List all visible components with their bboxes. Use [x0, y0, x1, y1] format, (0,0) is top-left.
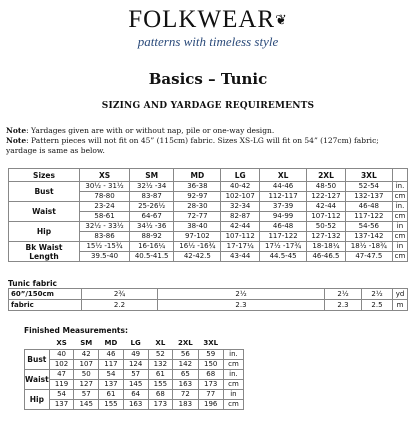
table-cell: 52 — [148, 350, 173, 360]
row-label: Hip — [9, 222, 80, 242]
fabric-width-label: 60”/150cm — [9, 289, 82, 300]
sizing-body — [9, 182, 408, 262]
table-cell: 57 — [123, 370, 148, 380]
table-cell: 132-137 — [345, 192, 392, 202]
table-cell: 142 — [173, 360, 198, 370]
table-cell: 68 — [198, 370, 223, 380]
m-cell: 2.5 — [362, 300, 393, 311]
table-cell: 77 — [198, 390, 223, 400]
logo-brand: FOLKWEAR❦ — [128, 6, 288, 33]
table-cell: 145 — [74, 400, 99, 410]
table-row — [25, 390, 244, 400]
sizes-header: Sizes — [9, 169, 80, 182]
size-col: MD — [104, 338, 118, 347]
fabric-title: Tunic fabric — [8, 279, 58, 288]
size-col: SM — [80, 338, 93, 347]
note-1: Note: Yardages given are with or without nap, pile or one-way design. — [6, 126, 275, 135]
table-cell: 88-92 — [130, 232, 174, 242]
table-row — [9, 182, 408, 192]
table-cell: 92-97 — [174, 192, 221, 202]
table-cell: 56 — [173, 350, 198, 360]
table-cell: 44.5-45 — [259, 252, 306, 262]
unit-cell: yd — [393, 289, 408, 300]
row-label — [9, 242, 80, 262]
table-cell: 82-87 — [221, 212, 259, 222]
unit-cell: cm — [393, 252, 408, 262]
table-cell: 124 — [123, 360, 148, 370]
table-cell: 163 — [173, 380, 198, 390]
table-cell: 119 — [49, 380, 74, 390]
table-cell: 42-44 — [307, 202, 345, 212]
table-cell: 150 — [198, 360, 223, 370]
table-cell: 50-52 — [307, 222, 345, 232]
table-cell: 122-127 — [307, 192, 345, 202]
table-cell: 46-48 — [345, 202, 392, 212]
finished-body — [25, 350, 244, 410]
table-cell: 68 — [148, 390, 173, 400]
sizing-table — [8, 168, 408, 262]
table-cell: 155 — [99, 400, 124, 410]
table-cell: 50 — [74, 370, 99, 380]
notes — [6, 126, 410, 156]
row-label-line: Bk Waist — [25, 242, 63, 252]
table-cell: 83-87 — [130, 192, 174, 202]
table-cell: 107-112 — [307, 212, 345, 222]
fabric-row-yd — [9, 289, 408, 300]
table-cell: 54 — [49, 390, 74, 400]
m-cell: 2.3 — [325, 300, 362, 311]
table-cell: 183 — [173, 400, 198, 410]
table-cell: 117-122 — [259, 232, 306, 242]
table-cell: 112-117 — [259, 192, 306, 202]
table-cell: 173 — [148, 400, 173, 410]
unit-cell: in — [393, 222, 408, 232]
size-col: LG — [221, 169, 259, 182]
fabric-label: fabric — [9, 300, 82, 311]
table-cell: 173 — [198, 380, 223, 390]
table-row — [9, 242, 408, 252]
table-cell: 127-132 — [307, 232, 345, 242]
table-cell: 34½ -36 — [130, 222, 174, 232]
brand-logo — [0, 6, 416, 49]
size-col: XS — [56, 338, 67, 347]
unit-cell: in. — [393, 182, 408, 192]
unit-cell: cm — [393, 232, 408, 242]
unit-cell: cm — [223, 380, 243, 390]
table-cell: 40 — [49, 350, 74, 360]
row-label: Hip — [25, 390, 50, 410]
yd-cell: 2½ — [362, 289, 393, 300]
table-cell: 40.5-41.5 — [130, 252, 174, 262]
table-cell: 52-54 — [345, 182, 392, 192]
table-cell: 117 — [99, 360, 124, 370]
table-cell: 49 — [123, 350, 148, 360]
table-cell: 58-61 — [80, 212, 130, 222]
size-col: 3XL — [345, 169, 392, 182]
table-cell: 28-30 — [174, 202, 221, 212]
table-cell: 36-38 — [174, 182, 221, 192]
table-cell: 30½ - 31½ — [80, 182, 130, 192]
table-row — [25, 360, 244, 370]
table-cell: 117-122 — [345, 212, 392, 222]
table-row — [25, 380, 244, 390]
size-col: LG — [130, 338, 141, 347]
unit-cell: cm — [393, 192, 408, 202]
size-col: XL — [259, 169, 306, 182]
unit-cell: cm — [223, 400, 243, 410]
table-cell: 65 — [173, 370, 198, 380]
logo-tagline: patterns with timeless style — [137, 34, 279, 50]
table-cell: 61 — [99, 390, 124, 400]
table-row — [9, 202, 408, 212]
table-cell: 43-44 — [221, 252, 259, 262]
table-row — [25, 370, 244, 380]
table-cell: 196 — [198, 400, 223, 410]
unit-cell: in. — [223, 350, 243, 360]
size-col: XL — [155, 338, 166, 347]
size-col: 2XL — [307, 169, 345, 182]
fabric-table — [8, 288, 408, 311]
table-row — [9, 222, 408, 232]
size-col: 2XL — [178, 338, 193, 347]
table-cell: 163 — [123, 400, 148, 410]
fabric-row-m — [9, 300, 408, 311]
table-cell: 137 — [49, 400, 74, 410]
table-cell: 107-112 — [221, 232, 259, 242]
note-2: Note: Pattern pieces will not fit on 45” (115cm) fabric. Sizes XS-LG will fit on 54” (127cm) fabric; yardage is same as below. — [6, 136, 379, 155]
table-cell: 137-142 — [345, 232, 392, 242]
table-cell: 18½ -18¾ — [345, 242, 392, 252]
table-cell: 137 — [99, 380, 124, 390]
table-cell: 23-24 — [80, 202, 130, 212]
unit-cell: in. — [393, 202, 408, 212]
table-cell: 38-40 — [174, 222, 221, 232]
table-cell: 39.5-40 — [80, 252, 130, 262]
table-cell: 18-18¼ — [307, 242, 345, 252]
table-cell: 17-17¼ — [221, 242, 259, 252]
table-cell: 107 — [74, 360, 99, 370]
unit-col — [223, 337, 243, 350]
table-cell: 40-42 — [221, 182, 259, 192]
table-cell: 46 — [99, 350, 124, 360]
row-label: Bust — [25, 350, 50, 370]
yd-cell: 2½ — [325, 289, 362, 300]
table-row — [25, 400, 244, 410]
table-cell: 16-16¼ — [130, 242, 174, 252]
table-cell: 32-34 — [221, 202, 259, 212]
table-cell: 46-46.5 — [307, 252, 345, 262]
m-cell: 2.2 — [82, 300, 158, 311]
table-cell: 42-42.5 — [174, 252, 221, 262]
finished-table — [24, 337, 244, 410]
section-subtitle: SIZING AND YARDAGE REQUIREMENTS — [101, 101, 315, 111]
table-cell: 42 — [74, 350, 99, 360]
page-title: Basics – Tunic — [148, 70, 268, 88]
size-col: SM — [130, 169, 174, 182]
table-cell: 94-99 — [259, 212, 306, 222]
table-cell: 127 — [74, 380, 99, 390]
sizing-header-row — [9, 169, 408, 182]
table-cell: 102-107 — [221, 192, 259, 202]
table-cell: 132 — [148, 360, 173, 370]
unit-cell: cm — [223, 360, 243, 370]
table-cell: 54 — [99, 370, 124, 380]
row-label: Waist — [9, 202, 80, 222]
table-cell: 32½ - 33½ — [80, 222, 130, 232]
table-cell: 47-47.5 — [345, 252, 392, 262]
table-cell: 83-86 — [80, 232, 130, 242]
table-cell: 72 — [173, 390, 198, 400]
table-cell: 155 — [148, 380, 173, 390]
corner — [25, 337, 50, 350]
yd-cell: 2½ — [158, 289, 325, 300]
table-row — [25, 350, 244, 360]
row-label: Waist — [25, 370, 50, 390]
leaf-icon: ❦ — [275, 13, 288, 29]
table-cell: 16½ -16¾ — [174, 242, 221, 252]
table-cell: 97-102 — [174, 232, 221, 242]
size-col: 3XL — [203, 338, 219, 347]
table-cell: 59 — [198, 350, 223, 360]
size-col: MD — [174, 169, 221, 182]
size-col: XS — [80, 169, 130, 182]
table-cell: 72-77 — [174, 212, 221, 222]
unit-cell: cm — [393, 212, 408, 222]
unit-cell: m — [393, 300, 408, 311]
table-cell: 78-80 — [80, 192, 130, 202]
table-cell: 46-48 — [259, 222, 306, 232]
table-cell: 32½ -34 — [130, 182, 174, 192]
table-cell: 37-39 — [259, 202, 306, 212]
table-cell: 44-46 — [259, 182, 306, 192]
row-label: Bust — [9, 182, 80, 202]
table-cell: 48-50 — [307, 182, 345, 192]
table-cell: 64-67 — [130, 212, 174, 222]
row-label-line: Length — [29, 251, 59, 261]
table-cell: 17½ -17¾ — [259, 242, 306, 252]
table-cell: 25-26½ — [130, 202, 174, 212]
m-cell: 2.3 — [158, 300, 325, 311]
table-cell: 15½ -15¾ — [80, 242, 130, 252]
table-cell: 47 — [49, 370, 74, 380]
table-cell: 54-56 — [345, 222, 392, 232]
finished-title: Finished Measurements: — [24, 326, 128, 335]
unit-cell: in — [223, 390, 243, 400]
finished-header-row — [25, 337, 244, 350]
table-cell: 57 — [74, 390, 99, 400]
table-cell: 42-44 — [221, 222, 259, 232]
unit-cell: in — [393, 242, 408, 252]
unit-cell: in. — [223, 370, 243, 380]
table-cell: 64 — [123, 390, 148, 400]
yd-cell: 2¾ — [82, 289, 158, 300]
unit-col — [393, 169, 408, 182]
table-cell: 61 — [148, 370, 173, 380]
table-cell: 145 — [123, 380, 148, 390]
table-cell: 102 — [49, 360, 74, 370]
